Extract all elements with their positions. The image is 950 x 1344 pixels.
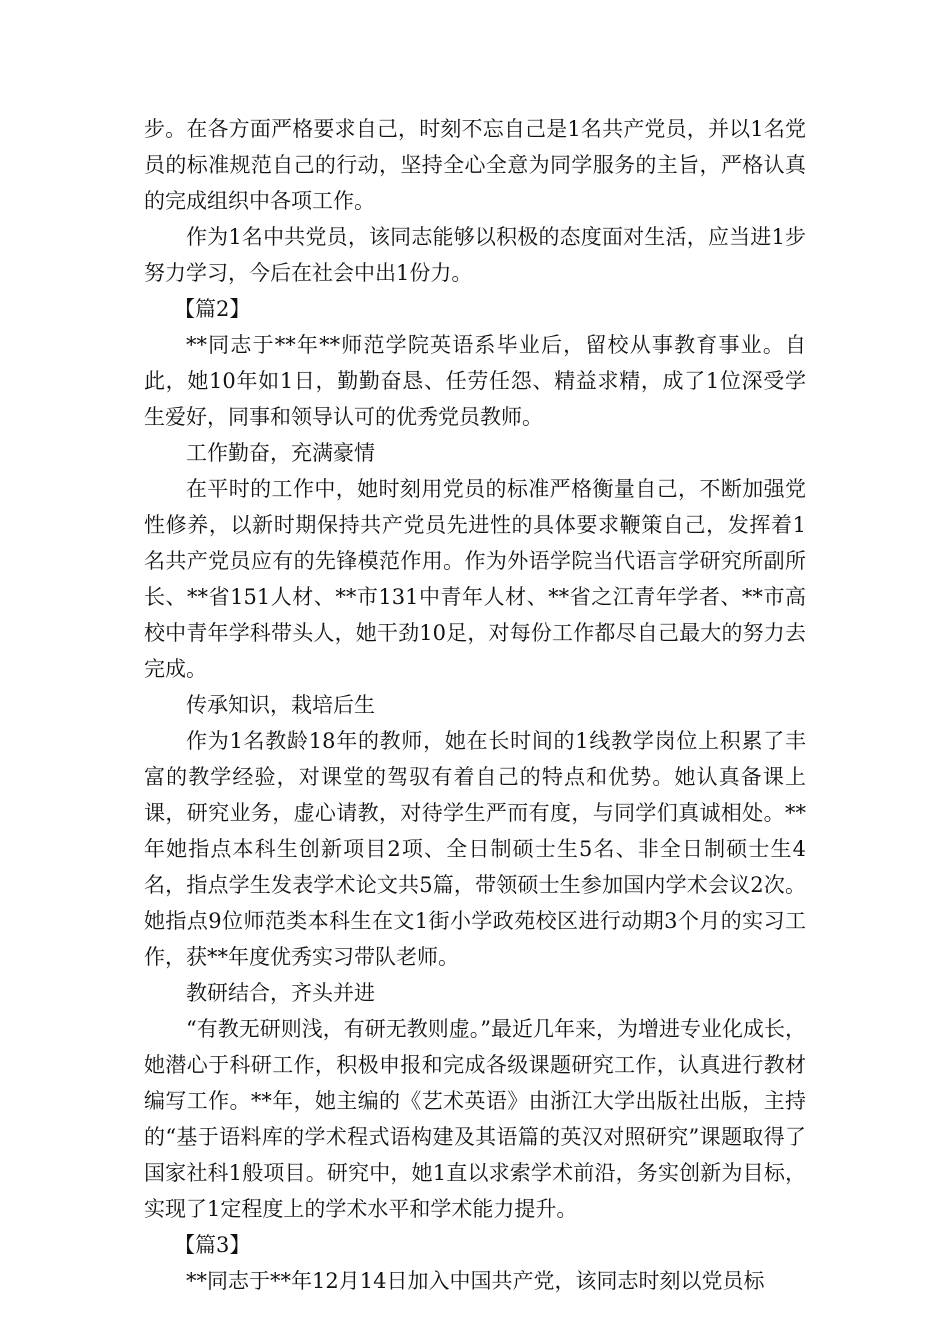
paragraph: 作为1名教龄18年的教师，她在长时间的1线教学岗位上积累了丰富的教学经验，对课堂的驾驭有着自己的特点和优势。她认真备课上课，研究业务，虚心请教，对待学生严而有度，与同学们真诚相处。**年她指点本科生创新项目2项、全日制硕士生5名、非全日制硕士生4名，指点学生发表学术论文共5篇，带领硕士生参加国内学术会议2次。她指点9位师范类本科生在文1街小学政苑校区进行动期3个月的实习工作，获**年度优秀实习带队老师。: [144, 729, 806, 969]
paragraph-continued: 步。在各方面严格要求自己，时刻不忘自己是1名共产党员，并以1名党员的标准规范自己的行动，坚持全心全意为同学服务的主旨，严格认真的完成组织中各项工作。: [144, 117, 806, 213]
subheading: 工作勤奋，充满豪情: [186, 441, 375, 465]
paragraph: **同志于**年**师范学院英语系毕业后，留校从事教育事业。自此，她10年如1日，勤勤奋恳、任劳任怨、精益求精，成了1位深受学生爱好，同事和领导认可的优秀党员教师。: [144, 333, 806, 429]
section-heading-3: 【篇3】: [174, 1233, 251, 1257]
section-heading-2: 【篇2】: [174, 297, 251, 321]
paragraph: “有教无研则浅，有研无教则虚。”最近几年来，为增进专业化成长，她潜心于科研工作，积极申报和完成各级课题研究工作，认真进行教材编写工作。**年，她主编的《艺术英语》由浙江大学出版社出版，主持的“基于语料库的学术程式语构建及其语篇的英汉对照研究”课题取得了国家社科1般项目。研究中，她1直以求索学术前沿，务实创新为目标，实现了1定程度上的学术水平和学术能力提升。: [144, 1017, 806, 1221]
document-body: [144, 111, 806, 1299]
subheading: 教研结合，齐头并进: [186, 981, 375, 1005]
paragraph: **同志于**年12月14日加入中国共产党，该同志时刻以党员标: [186, 1269, 765, 1293]
subheading: 传承知识，栽培后生: [186, 693, 375, 717]
paragraph: 在平时的工作中，她时刻用党员的标准严格衡量自己，不断加强党性修养，以新时期保持共产党员先进性的具体要求鞭策自己，发挥着1名共产党员应有的先锋模范作用。作为外语学院当代语言学研究所副所长、**省151人材、**市131中青年人材、**省之江青年学者、**市高校中青年学科带头人，她干劲10足，对每份工作都尽自己最大的努力去完成。: [144, 477, 806, 681]
paragraph: 作为1名中共党员，该同志能够以积极的态度面对生活，应当进1步努力学习，今后在社会中出1份力。: [144, 225, 806, 285]
